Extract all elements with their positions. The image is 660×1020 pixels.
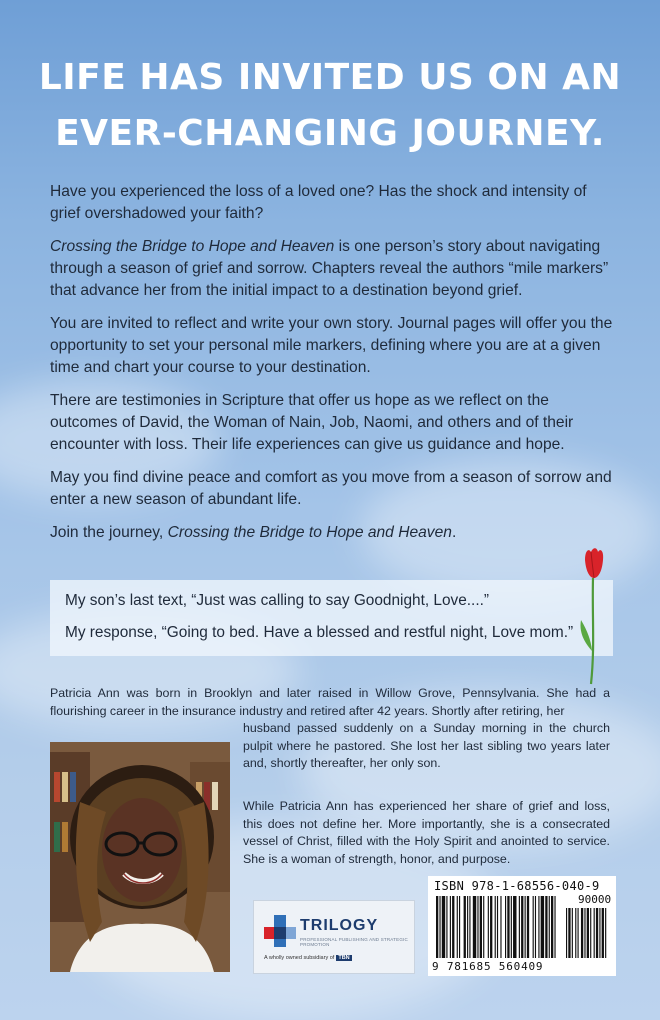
- bio-second-paragraph: While Patricia Ann has experienced her share of grief and loss, this does not define her. More importantly, she is a consecrated vessel of Christ, filled with the Holy Spirit and anointed to service. She is a woman of strength, honor, and purpose.: [243, 799, 610, 866]
- quote-box: [50, 580, 613, 656]
- barcode-bar: [452, 896, 454, 958]
- barcode-addon-bar: [575, 908, 576, 958]
- barcode-bar: [527, 896, 529, 958]
- paragraph-4: There are testimonies in Scripture that offer us hope as we reflect on the outcomes of David, the Woman of Nain, Job, Naomi, and others and of their encounter with loss. Their life experiences can give us guidance and hope.: [50, 392, 574, 453]
- barcode-addon-bar: [587, 908, 589, 958]
- barcode-addon-bar: [581, 908, 583, 958]
- paragraph-6-end: .: [451, 524, 457, 541]
- barcode-bar: [439, 896, 440, 958]
- headline: [30, 50, 630, 162]
- barcode-addon-bar: [568, 908, 570, 958]
- barcode-bar: [513, 896, 516, 958]
- paragraph-6-lead: Join the journey,: [50, 524, 168, 541]
- barcode-bar: [549, 896, 550, 958]
- barcode-bar: [511, 896, 512, 958]
- headline-line-2: EVER-CHANGING JOURNEY.: [55, 113, 605, 154]
- author-photo: [50, 742, 230, 972]
- book-title: Crossing the Bridge to Hope and Heaven: [50, 238, 335, 255]
- paragraph-1: Have you experienced the loss of a loved one? Has the shock and intensity of grief overshadowed your faith?: [50, 183, 587, 222]
- barcode-bar: [483, 896, 484, 958]
- price-code: 90000: [578, 893, 612, 906]
- barcode-bar: [525, 896, 526, 958]
- barcode-bar: [535, 896, 536, 958]
- barcode-bar: [488, 896, 489, 958]
- barcode-addon-bar: [596, 908, 598, 958]
- barcode-addon-bar: [572, 908, 573, 958]
- barcode-bar: [541, 896, 544, 958]
- barcode-bar: [505, 896, 506, 958]
- headline-line-1: LIFE HAS INVITED US ON AN: [38, 57, 622, 98]
- barcode-bar: [464, 896, 466, 958]
- paragraph-2-text: is one person’s story about navigating through a season of grief and sorrow. Chapters reveal the authors “mile markers” that advance her from the initial impact to a destination beyond grief.: [50, 238, 609, 299]
- barcode-bar: [538, 896, 539, 958]
- isbn-barcode: [428, 876, 616, 976]
- barcode-bar: [450, 896, 451, 958]
- barcode-bar: [490, 896, 492, 958]
- tbn-badge: TBN: [338, 955, 350, 961]
- barcode-bar: [473, 896, 476, 958]
- barcode-bar: [436, 896, 438, 958]
- barcode-bar: [500, 896, 501, 958]
- barcode-addon-bar: [594, 908, 595, 958]
- paragraph-5: May you find divine peace and comfort as you move from a season of sorrow and enter a new season of abundant life.: [50, 469, 612, 508]
- trilogy-cross-logo-icon: [262, 913, 298, 949]
- barcode-addon-bar: [602, 908, 604, 958]
- barcode-bar: [545, 896, 547, 958]
- bio-continued: husband passed suddenly on a Sunday morning in the church pulpit where he pastored. She lost her last sibling two years later and, shortly thereafter, her only son.: [243, 721, 610, 770]
- quote-line-2: My response, “Going to bed. Have a blessed and restful night, Love mom.”: [65, 624, 574, 641]
- paragraph-3: You are invited to reflect and write your own story. Journal pages will offer you the opportunity to set your personal mile markers, defining where you are at a given time and chart your course to your destination.: [50, 315, 613, 376]
- barcode-bar: [480, 896, 482, 958]
- description: [50, 181, 616, 555]
- barcode-bar: [521, 896, 523, 958]
- barcode-bar: [477, 896, 478, 958]
- publisher-subsidiary-line: [264, 955, 352, 961]
- isbn-number: ISBN 978-1-68556-040-9: [434, 879, 600, 893]
- subsidiary-text: A wholly owned subsidiary of: [264, 955, 335, 961]
- barcode-addon-bar: [599, 908, 600, 958]
- barcode-bar: [495, 896, 496, 958]
- barcode-bar: [519, 896, 520, 958]
- quote-line-1: My son’s last text, “Just was calling to say Goodnight, Love....”: [65, 592, 490, 609]
- barcode-bar: [469, 896, 470, 958]
- publisher-tagline: PROFESSIONAL PUBLISHING AND STRATEGIC PROMOTION: [300, 937, 408, 947]
- barcode-addon-bar: [605, 908, 606, 958]
- barcode-bar: [507, 896, 509, 958]
- barcode-addon-bar: [578, 908, 579, 958]
- barcode-bar: [551, 896, 553, 958]
- barcode-bar: [446, 896, 447, 958]
- book-title: Crossing the Bridge to Hope and Heaven: [167, 524, 452, 541]
- barcode-bar: [533, 896, 534, 958]
- barcode-bar: [497, 896, 498, 958]
- publisher-name: TRILOGY: [300, 917, 379, 934]
- barcode-addon-bar: [566, 908, 567, 958]
- barcode-bar: [467, 896, 468, 958]
- barcode-bar: [554, 896, 555, 958]
- barcode-addon-bar: [584, 908, 585, 958]
- barcode-bar: [457, 896, 458, 958]
- red-tulip-icon: [573, 546, 613, 686]
- barcode-addon-bar: [590, 908, 591, 958]
- barcode-bar: [459, 896, 460, 958]
- paragraph-2: [50, 236, 616, 302]
- barcode-bar: [442, 896, 445, 958]
- barcode-digits: 9 781685 560409: [432, 960, 544, 973]
- paragraph-6: [50, 522, 616, 544]
- publisher-logo: [253, 900, 415, 974]
- bio-intro: Patricia Ann was born in Brooklyn and later raised in Willow Grove, Pennsylvania. She had a flourishing career in the insurance industry and retired after 42 years. Shortly after retiring, her: [50, 686, 610, 718]
